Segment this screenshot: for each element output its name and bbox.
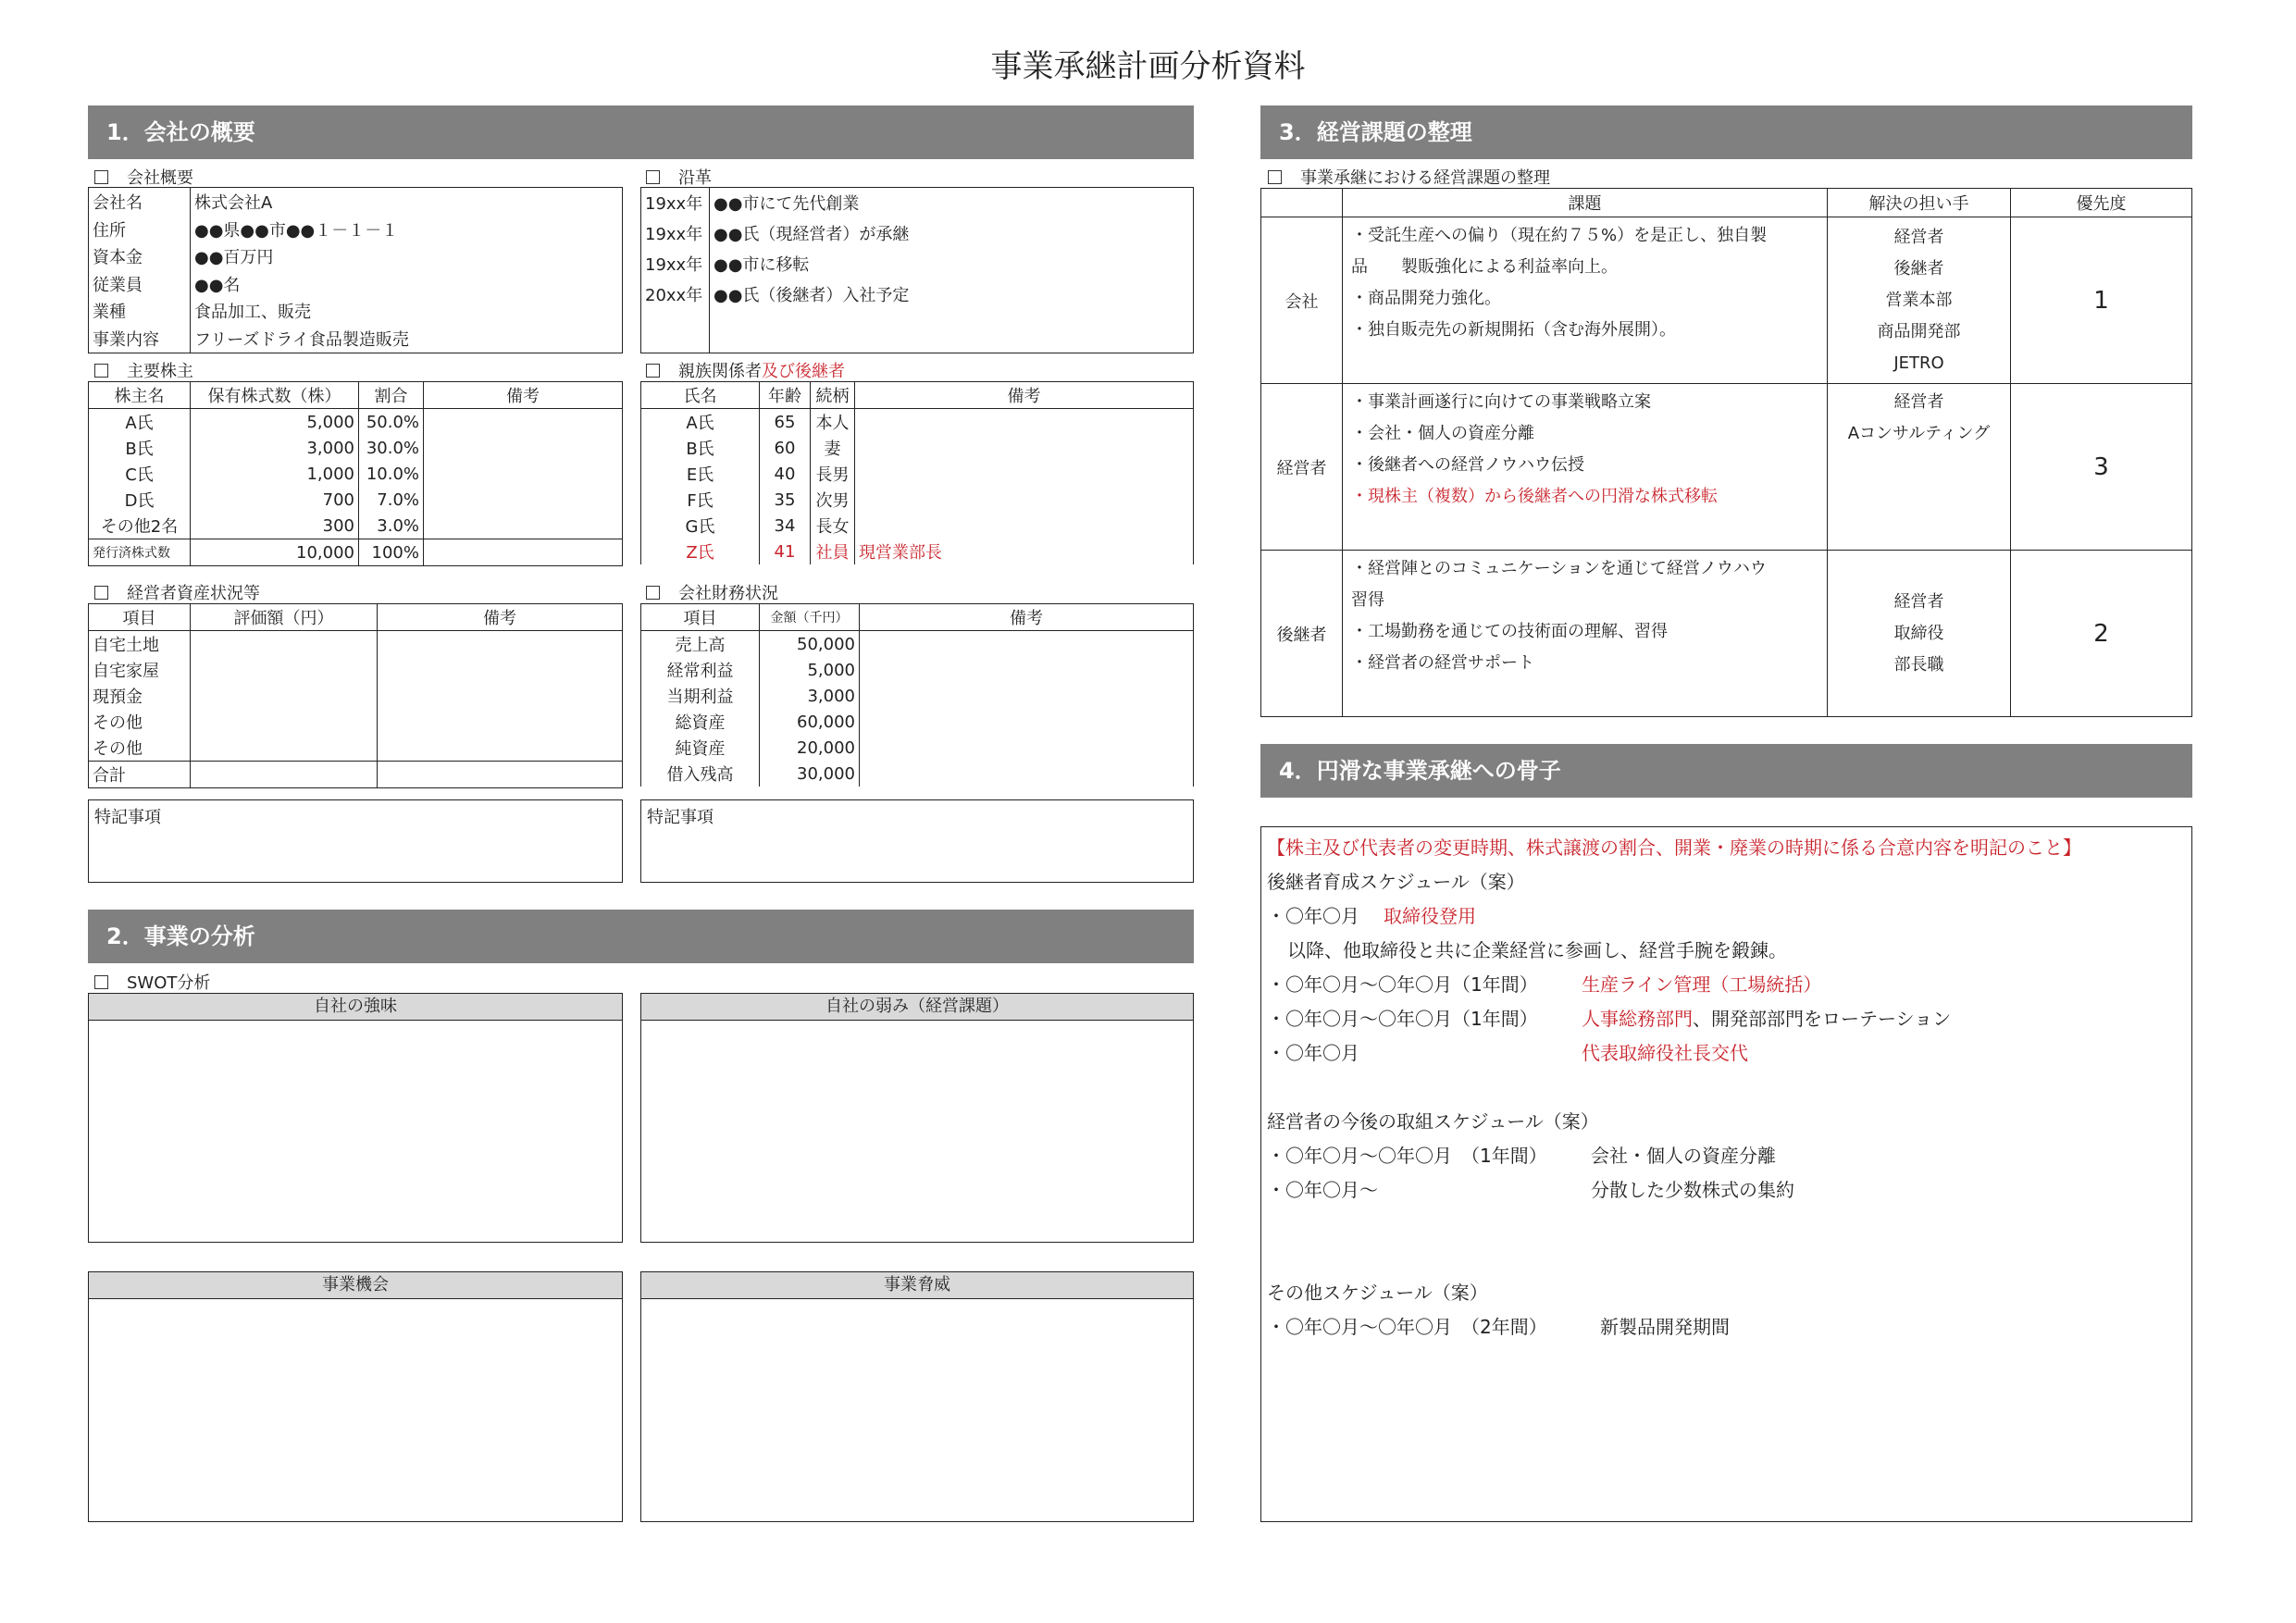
succession-item-1-cont: 以降、他取締役と共に企業経営に参画し、経営手腕を鍛錬。 — [1287, 939, 1787, 961]
relative-relation: 長女 — [811, 513, 855, 539]
table-row — [641, 683, 1194, 709]
successor-age: 41 — [760, 539, 811, 564]
swot-heading: SWOT分析 — [94, 970, 210, 994]
shareholder-name: B氏 — [89, 435, 191, 461]
issue-owners — [1828, 217, 2011, 384]
successor-row — [641, 539, 1194, 564]
succession-item-2: ・〇年〇月～〇年〇月（1年間） 生産ライン管理（工場統括） — [1267, 973, 1822, 996]
finance-item: 売上高 — [641, 631, 760, 658]
column-header: 保有株式数（株） — [191, 382, 359, 409]
swot-weakness-label: 自社の弱み（経営課題） — [641, 994, 1193, 1021]
assets-table — [88, 603, 623, 788]
company-label: 資本金 — [89, 242, 191, 270]
owner-name: 経営者 — [1893, 227, 1944, 247]
assets-memo: 特記事項 — [88, 799, 623, 883]
shareholder-shares: 300 — [191, 513, 359, 539]
finance-amount: 20,000 — [760, 735, 860, 761]
section-1-header: 1．会社の概要 — [88, 105, 1194, 159]
finance-amount: 60,000 — [760, 709, 860, 735]
shareholder-ratio: 30.0% — [359, 435, 424, 461]
owner-name: 営業本部 — [1885, 290, 1953, 310]
table-row — [641, 513, 1194, 539]
asset-item: 自宅土地 — [89, 631, 191, 658]
swot-strength-box — [88, 993, 623, 1243]
issue-row — [1261, 551, 2192, 717]
column-header: 課題 — [1343, 189, 1828, 217]
shareholder-ratio: 50.0% — [359, 409, 424, 436]
table-row — [89, 631, 623, 658]
company-value: ●●名 — [191, 270, 623, 298]
issues-table — [1260, 188, 2192, 717]
column-header: 備考 — [855, 382, 1194, 409]
manager-item-2: ・〇年〇月～ 分散した少数株式の集約 — [1267, 1179, 1794, 1201]
relative-relation: 本人 — [811, 409, 855, 436]
history-heading: 沿革 — [646, 165, 712, 189]
table-row — [641, 761, 1194, 787]
issue-category: 経営者 — [1261, 384, 1343, 551]
shareholders-table — [88, 381, 623, 566]
shareholder-note — [424, 435, 623, 461]
swot-threat-label: 事業脅威 — [641, 1272, 1193, 1299]
history-year: 19xx年 — [641, 249, 710, 279]
issue-line-highlight: ・現株主（複数）から後継者への円滑な株式移転 — [1351, 487, 1718, 506]
issue-line: 習得 — [1351, 590, 1384, 610]
checkbox-icon — [94, 975, 108, 989]
issue-description — [1343, 384, 1828, 551]
relative-name: A氏 — [641, 409, 760, 436]
checkbox-icon — [646, 586, 660, 600]
company-value: 株式会社A — [191, 188, 623, 216]
shareholder-note — [424, 487, 623, 513]
issue-line: 品 製販強化による利益率向上。 — [1351, 257, 1618, 277]
history-table — [640, 187, 1194, 353]
table-row — [89, 735, 623, 762]
manager-item-1: ・〇年〇月～〇年〇月 （1年間） 会社・個人の資産分離 — [1267, 1145, 1776, 1167]
relative-age: 60 — [760, 435, 811, 461]
assets-total-label: 合計 — [89, 762, 191, 788]
total-ratio: 100% — [359, 539, 424, 566]
table-row — [89, 270, 623, 298]
shareholders-heading: 主要株主 — [94, 358, 193, 382]
issues-heading: 事業承継における経営課題の整理 — [1268, 165, 1550, 189]
table-row — [89, 188, 623, 216]
relative-relation: 次男 — [811, 487, 855, 513]
finance-table — [640, 603, 1194, 787]
table-row — [89, 298, 623, 326]
succession-item-4: ・〇年〇月 代表取締役社長交代 — [1267, 1042, 1748, 1064]
shareholder-name: C氏 — [89, 461, 191, 487]
relative-note — [855, 461, 1194, 487]
shareholder-name: D氏 — [89, 487, 191, 513]
column-header: 優先度 — [2011, 189, 2192, 217]
table-row — [641, 409, 1194, 436]
plan-box — [1260, 826, 2192, 1522]
swot-threat-box — [640, 1271, 1194, 1522]
table-row — [641, 249, 1194, 279]
section-4-header: 4．円滑な事業承継への骨子 — [1260, 744, 2192, 798]
table-row — [89, 683, 623, 709]
relative-age: 40 — [760, 461, 811, 487]
issue-line: ・経営陣とのコミュニケーションを通じて経営ノウハウ — [1351, 559, 1767, 578]
table-row — [641, 461, 1194, 487]
relative-note — [855, 487, 1194, 513]
total-note — [424, 539, 623, 566]
manager-schedule-title: 経営者の今後の取組スケジュール（案） — [1267, 1110, 1599, 1133]
shareholder-shares: 5,000 — [191, 409, 359, 436]
owner-name: JETRO — [1893, 353, 1944, 373]
issue-priority: 2 — [2011, 551, 2192, 717]
finance-amount: 50,000 — [760, 631, 860, 658]
column-header: 評価額（円） — [191, 604, 378, 631]
table-row — [641, 188, 1194, 218]
column-header: 割合 — [359, 382, 424, 409]
company-value: 食品加工、販売 — [191, 298, 623, 326]
history-event: ●●市にて先代創業 — [710, 188, 1194, 218]
owner-name: 部長職 — [1893, 654, 1944, 675]
column-header: 項目 — [641, 604, 760, 631]
section-2-header: 2．事業の分析 — [88, 910, 1194, 963]
issue-line: ・商品開発力強化。 — [1351, 289, 1501, 308]
finance-item: 当期利益 — [641, 683, 760, 709]
relative-name: E氏 — [641, 461, 760, 487]
relative-name: B氏 — [641, 435, 760, 461]
other-item-1: ・〇年〇月～〇年〇月 （2年間） 新製品開発期間 — [1267, 1316, 1730, 1338]
swot-opportunity-label: 事業機会 — [89, 1272, 622, 1299]
finance-item: 経常利益 — [641, 657, 760, 683]
checkbox-icon — [94, 364, 108, 378]
owner-name: 経営者 — [1893, 591, 1944, 612]
shareholder-shares: 700 — [191, 487, 359, 513]
relative-age: 34 — [760, 513, 811, 539]
issue-owners — [1828, 551, 2011, 717]
company-label: 住所 — [89, 216, 191, 243]
asset-item: その他 — [89, 735, 191, 762]
column-header: 項目 — [89, 604, 191, 631]
shareholder-note — [424, 409, 623, 436]
finance-item: 総資産 — [641, 709, 760, 735]
swot-strength-label: 自社の強味 — [89, 994, 622, 1021]
history-year: 19xx年 — [641, 218, 710, 249]
history-event: ●●氏（後継者）入社予定 — [710, 279, 1194, 309]
issue-priority: 1 — [2011, 217, 2192, 384]
company-table — [88, 187, 623, 353]
table-row — [89, 435, 623, 461]
relative-note — [855, 513, 1194, 539]
column-header: 解決の担い手 — [1828, 189, 2011, 217]
owner-name: 後継者 — [1893, 258, 1944, 279]
owner-name: 商品開発部 — [1877, 321, 1961, 341]
plan-notice: 【株主及び代表者の変更時期、株式譲渡の割合、開業・廃業の時期に係る合意内容を明記のこと】 — [1267, 836, 2081, 859]
total-row — [89, 539, 623, 566]
issue-description — [1343, 217, 1828, 384]
table-row — [641, 218, 1194, 249]
owner-name: 経営者 — [1893, 392, 1944, 412]
column-header: 年齢 — [760, 382, 811, 409]
company-value: フリーズドライ食品製造販売 — [191, 325, 623, 353]
table-row — [641, 309, 1194, 353]
owner-name: 取締役 — [1893, 623, 1944, 643]
table-row — [89, 242, 623, 270]
asset-item: その他 — [89, 709, 191, 735]
successor-note: 現営業部長 — [855, 539, 1194, 564]
asset-item: 現預金 — [89, 683, 191, 709]
issue-description — [1343, 551, 1828, 717]
issue-line: ・独自販売先の新規開拓（含む海外展開）。 — [1351, 320, 1676, 340]
shareholder-note — [424, 461, 623, 487]
company-value: ●●県●●市●●１－１－１ — [191, 216, 623, 243]
successor-name: Z氏 — [641, 539, 760, 564]
issue-line: ・経営者の経営サポート — [1351, 653, 1534, 673]
issue-row — [1261, 384, 2192, 551]
issue-priority: 3 — [2011, 384, 2192, 551]
other-schedule-title: その他スケジュール（案） — [1267, 1282, 1488, 1304]
table-row — [641, 735, 1194, 761]
company-label: 従業員 — [89, 270, 191, 298]
issue-line: ・後継者への経営ノウハウ伝授 — [1351, 455, 1584, 475]
finance-amount: 3,000 — [760, 683, 860, 709]
table-row — [641, 709, 1194, 735]
table-row — [89, 461, 623, 487]
table-row — [89, 513, 623, 539]
relative-name: G氏 — [641, 513, 760, 539]
swot-weakness-box — [640, 993, 1194, 1243]
issue-line: ・会社・個人の資産分離 — [1351, 424, 1534, 443]
relatives-table — [640, 381, 1194, 564]
finance-amount: 5,000 — [760, 657, 860, 683]
succession-schedule-title: 後継者育成スケジュール（案） — [1267, 871, 1525, 893]
column-header: 続柄 — [811, 382, 855, 409]
company-label: 事業内容 — [89, 325, 191, 353]
company-heading: 会社概要 — [94, 165, 193, 189]
shareholder-shares: 1,000 — [191, 461, 359, 487]
checkbox-icon — [646, 364, 660, 378]
issue-category: 後継者 — [1261, 551, 1343, 717]
total-label: 発行済株式数 — [89, 539, 191, 566]
finance-item: 純資産 — [641, 735, 760, 761]
shareholder-ratio: 3.0% — [359, 513, 424, 539]
shareholder-ratio: 7.0% — [359, 487, 424, 513]
finance-memo: 特記事項 — [640, 799, 1194, 883]
finance-heading: 会社財務状況 — [646, 580, 778, 604]
finance-amount: 30,000 — [760, 761, 860, 787]
table-row — [641, 631, 1194, 658]
table-row — [641, 657, 1194, 683]
relative-relation: 妻 — [811, 435, 855, 461]
shareholder-shares: 3,000 — [191, 435, 359, 461]
table-row — [89, 325, 623, 353]
succession-item-3: ・〇年〇月～〇年〇月（1年間） 人事総務部門、開発部部門をローテーション — [1267, 1008, 1952, 1030]
company-label: 会社名 — [89, 188, 191, 216]
relative-note — [855, 435, 1194, 461]
issue-line: ・事業計画遂行に向けての事業戦略立案 — [1351, 392, 1651, 412]
succession-item-1: ・〇年〇月 取締役登用 — [1267, 905, 1476, 927]
column-header: 株主名 — [89, 382, 191, 409]
history-year: 20xx年 — [641, 279, 710, 309]
column-header: 備考 — [860, 604, 1194, 631]
shareholder-ratio: 10.0% — [359, 461, 424, 487]
issue-owners — [1828, 384, 2011, 551]
relative-age: 35 — [760, 487, 811, 513]
issue-category: 会社 — [1261, 217, 1343, 384]
relatives-heading: 親族関係者及び後継者 — [646, 358, 845, 382]
table-row — [89, 409, 623, 436]
issue-line: ・工場勤務を通じての技術面の理解、習得 — [1351, 622, 1668, 641]
swot-opportunity-box — [88, 1271, 623, 1522]
finance-item: 借入残高 — [641, 761, 760, 787]
checkbox-icon — [1268, 170, 1282, 184]
shareholder-note — [424, 513, 623, 539]
total-shares: 10,000 — [191, 539, 359, 566]
checkbox-icon — [646, 170, 660, 184]
asset-item: 自宅家屋 — [89, 657, 191, 683]
section-3-header: 3．経営課題の整理 — [1260, 105, 2192, 159]
column-header: 備考 — [424, 382, 623, 409]
company-label: 業種 — [89, 298, 191, 326]
history-year: 19xx年 — [641, 188, 710, 218]
relative-age: 65 — [760, 409, 811, 436]
column-header: 氏名 — [641, 382, 760, 409]
company-value: ●●百万円 — [191, 242, 623, 270]
column-header: 金額（千円） — [760, 604, 860, 631]
history-event: ●●氏（現経営者）が承継 — [710, 218, 1194, 249]
table-row — [641, 279, 1194, 309]
relative-relation: 長男 — [811, 461, 855, 487]
checkbox-icon — [94, 170, 108, 184]
table-row — [89, 709, 623, 735]
table-row — [89, 487, 623, 513]
relative-name: F氏 — [641, 487, 760, 513]
assets-heading: 経営者資産状況等 — [94, 580, 260, 604]
column-header: 備考 — [378, 604, 623, 631]
table-row — [89, 216, 623, 243]
page-title: 事業承継計画分析資料 — [990, 48, 1306, 85]
table-row — [641, 487, 1194, 513]
table-row — [89, 657, 623, 683]
history-event: ●●市に移転 — [710, 249, 1194, 279]
table-row — [641, 435, 1194, 461]
owner-name: Aコンサルティング — [1847, 424, 1991, 443]
shareholder-name: その他2名 — [89, 513, 191, 539]
successor-relation: 社員 — [811, 539, 855, 564]
shareholder-name: A氏 — [89, 409, 191, 436]
relative-note — [855, 409, 1194, 436]
issue-row — [1261, 217, 2192, 384]
checkbox-icon — [94, 586, 108, 600]
issue-line: ・受託生産への偏り（現在約７５%）を是正し、独自製 — [1351, 226, 1768, 245]
